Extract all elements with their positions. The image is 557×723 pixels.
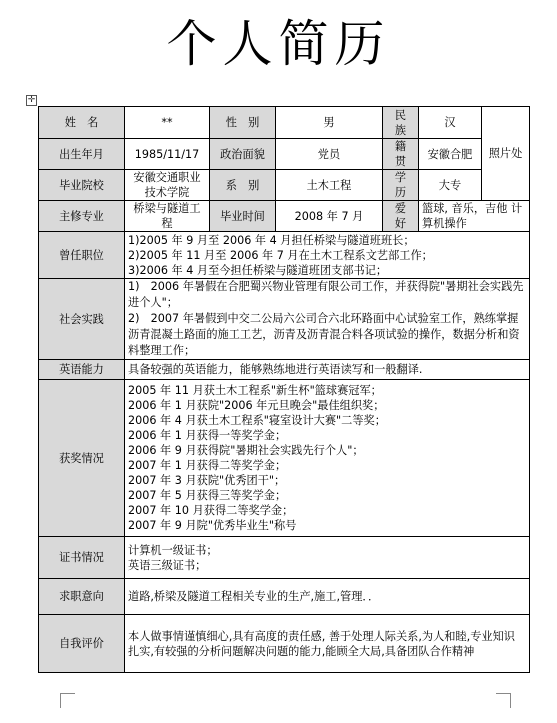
name-value: **: [125, 107, 210, 139]
education-value: 大专: [419, 170, 482, 201]
list-item: 2006 年 1 月获得一等奖学金；: [128, 429, 287, 442]
hobby-label: [383, 201, 419, 232]
row-self-eval: [39, 615, 530, 673]
certs-label: 证书情况: [39, 537, 125, 579]
origin-label-text: 籍贯: [394, 140, 407, 168]
birth-label: 出生年月: [39, 139, 125, 170]
list-item: 2007 年 5 月获得三等奖学金；: [128, 489, 287, 502]
origin-label: [383, 139, 419, 170]
row-intent: [39, 579, 530, 615]
major-value: 桥梁与隧道工程: [125, 201, 210, 232]
major-label: 主修专业: [39, 201, 125, 232]
certs-list: [125, 537, 530, 579]
school-label: 毕业院校: [39, 170, 125, 201]
ethnicity-label-text: 民族: [394, 108, 407, 137]
list-item: 2007 年 9 月院"优秀毕业生"称号: [128, 519, 297, 532]
list-item: 1)2005 年 9 月至 2006 年 4 月担任桥梁与隧道班班长；: [128, 233, 415, 247]
awards-label: 获奖情况: [39, 380, 125, 537]
gender-label: 性 别: [210, 107, 276, 139]
resume-table: [38, 106, 530, 673]
table-move-handle-icon[interactable]: ✛: [27, 95, 36, 105]
list-item: 2006 年 1 月获院"2006 年元旦晚会"最佳组织奖；: [128, 399, 385, 412]
political-label: 政治面貌: [210, 139, 276, 170]
list-item: 2)2005 年 11 月至 2006 年 7 月在土木工程系文艺部工作；: [128, 248, 433, 262]
row-school: [39, 170, 530, 201]
list-item: 2007 年 10 月获得二等奖学金；: [128, 504, 294, 517]
self-eval-value: 本人做事情谨慎细心,具有高度的责任感, 善于处理人际关系,为人和睦,专业知识扎实,有较强的分析问题解决问题的能力,能顾全大局,具备团队合作精神: [125, 615, 530, 673]
hobby-value: 篮球, 音乐，吉他 计算机操作: [419, 201, 530, 232]
photo-placeholder: 照片处: [482, 107, 530, 201]
political-value: 党员: [276, 139, 383, 170]
page-corner-mark: [496, 693, 511, 708]
self-eval-label: 自我评价: [39, 615, 125, 673]
birth-value: 1985/11/17: [125, 139, 210, 170]
ethnicity-label: [383, 107, 419, 139]
list-item: 3)2006 年 4 月至今担任桥梁与隧道班团支部书记；: [128, 263, 388, 277]
school-value: 安徽交通职业技术学院: [125, 170, 210, 201]
intent-value: 道路,桥梁及隧道工程相关专业的生产,施工,管理．．: [125, 579, 530, 615]
positions-label: 曾任职位: [39, 232, 125, 279]
list-item: 英语三级证书；: [128, 558, 207, 572]
hobby-label-text: 爱好: [394, 202, 407, 230]
grad-time-label: 毕业时间: [210, 201, 276, 232]
name-label: 姓 名: [39, 107, 125, 139]
row-english: [39, 360, 530, 380]
intent-label: 求职意向: [39, 579, 125, 615]
awards-list: [125, 380, 530, 537]
row-positions: [39, 232, 530, 279]
list-item: 2005 年 11 月获土木工程系"新生杯"篮球赛冠军；: [128, 384, 382, 397]
page-title: 个人简历: [166, 15, 391, 73]
education-label: [383, 170, 419, 201]
row-major: [39, 201, 530, 232]
dept-value: 土木工程: [276, 170, 383, 201]
row-certs: [39, 537, 530, 579]
ethnicity-value: 汉: [419, 107, 482, 139]
education-label-text: 学历: [394, 171, 407, 199]
english-label: 英语能力: [39, 360, 125, 380]
row-birth: [39, 139, 530, 170]
page-corner-mark: [60, 693, 75, 708]
list-item: 2) 2007 年暑假到中交二公局六公司合六北环路面中心试验室工作，熟练掌握沥青混凝土路面的施工工艺，沥青及沥青混合料各项试验的操作，数据分析和资料整理工作；: [128, 312, 520, 357]
gender-value: 男: [276, 107, 383, 139]
row-awards: [39, 380, 530, 537]
row-social: [39, 279, 530, 360]
positions-list: [125, 232, 530, 279]
social-list: [125, 279, 530, 360]
list-item: 计算机一级证书；: [128, 543, 218, 557]
list-item: 1) 2006 年暑假在合肥蜀兴物业管理有限公司工作，并获得院"暑期社会实践先进个人"；: [128, 280, 524, 309]
list-item: 2007 年 1 月获得二等奖学金；: [128, 459, 287, 472]
english-value: 具备较强的英语能力，能够熟练地进行英语读写和一般翻译.: [125, 360, 530, 380]
list-item: 2006 年 4 月获土木工程系"寝室设计大赛"二等奖；: [128, 414, 386, 427]
origin-value: 安徽合肥: [419, 139, 482, 170]
row-name: [39, 107, 530, 139]
list-item: 2006 年 9 月获得院"暑期社会实践先行个人"；: [128, 444, 364, 457]
grad-time-value: 2008 年 7 月: [276, 201, 383, 232]
social-label: 社会实践: [39, 279, 125, 360]
list-item: 2007 年 3 月获院"优秀团干"；: [128, 474, 286, 487]
dept-label: 系 别: [210, 170, 276, 201]
